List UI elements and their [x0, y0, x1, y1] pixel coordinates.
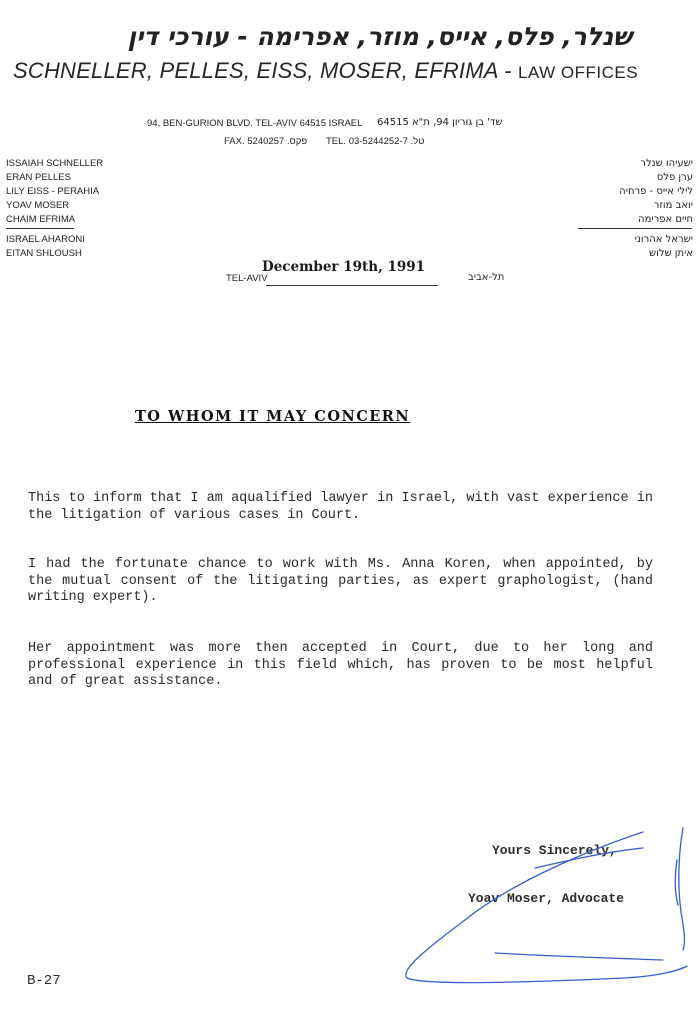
- firm-names: SCHNELLER, PELLES, EISS, MOSER, EFRIMA -: [13, 58, 512, 83]
- letter-date: December 19th, 1991: [262, 259, 426, 275]
- document-reference: B-27: [27, 973, 61, 989]
- hebrew-firm-title: שנלר, פלס, אייס, מוזר, אפרימה - עורכי דין: [127, 22, 632, 51]
- partner-name-hebrew: יואב מוזר: [653, 200, 693, 211]
- date-underline: [266, 285, 438, 286]
- closing-line: Yours Sincerely,: [492, 843, 617, 858]
- partner-name: ISSAIAH SCHNELLER: [6, 158, 104, 169]
- partners-divider-right: [578, 228, 692, 229]
- tel-line: TEL. 03-5244252-7 .טל: [326, 136, 425, 147]
- partner-name-hebrew: ישעיהו שנלר: [640, 158, 693, 169]
- paragraph-3: Her appointment was more then accepted in Court, due to her long and professional experience in this field which, has proven to be most helpful and of great assistance.: [28, 641, 653, 690]
- paragraph-1: This to inform that I am aqualified lawyer in Israel, with vast experience in the litigation of various cases in Court.: [28, 491, 653, 523]
- partners-list-hebrew: [619, 157, 693, 227]
- fax-line: FAX. 5240257 .פקס: [224, 136, 308, 147]
- associate-name-hebrew: ישראל אהרוני: [634, 234, 693, 245]
- partner-name: LILY EISS - PERAHIA: [6, 186, 100, 197]
- associates-list-hebrew: [635, 233, 693, 261]
- address-english: 94, BEN-GURION BLVD. TEL-AVIV 64515 ISRAEL: [147, 118, 363, 129]
- partner-name: ERAN PELLES: [6, 172, 71, 183]
- paragraph-2: I had the fortunate chance to work with Ms. Anna Koren, when appointed, by the mutual consent of the litigating parties, as expert graphologist, (hand writing expert).: [28, 557, 653, 606]
- address-hebrew: שד' בן גוריון 94, ת"א 64515: [377, 117, 503, 128]
- partner-name: CHAIM EFRIMA: [6, 214, 76, 225]
- associate-name: ISRAEL AHARONI: [6, 234, 85, 245]
- associate-name-hebrew: איתן שלוש: [649, 248, 693, 259]
- partner-name-hebrew: חיים אפרימה: [638, 214, 693, 225]
- associate-name: EITAN SHLOUSH: [6, 248, 82, 259]
- partners-divider-left: [6, 228, 74, 229]
- partner-name: YOAV MOSER: [6, 200, 70, 211]
- signatory-line: Yoav Moser, Advocate: [468, 891, 625, 906]
- city-english: TEL-AVIV: [226, 273, 268, 284]
- law-offices-label: LAW OFFICES: [517, 63, 639, 82]
- associates-list-english: [6, 233, 85, 261]
- partner-name-hebrew: ערן פלס: [656, 172, 693, 183]
- handwritten-signature: [395, 820, 695, 990]
- english-firm-title: [13, 58, 638, 84]
- partners-list-english: [6, 157, 103, 227]
- letter-heading: TO WHOM IT MAY CONCERN: [135, 408, 411, 425]
- city-hebrew: תל-אביב: [468, 272, 505, 283]
- partner-name-hebrew: לילי אייס - פרחיה: [619, 186, 693, 197]
